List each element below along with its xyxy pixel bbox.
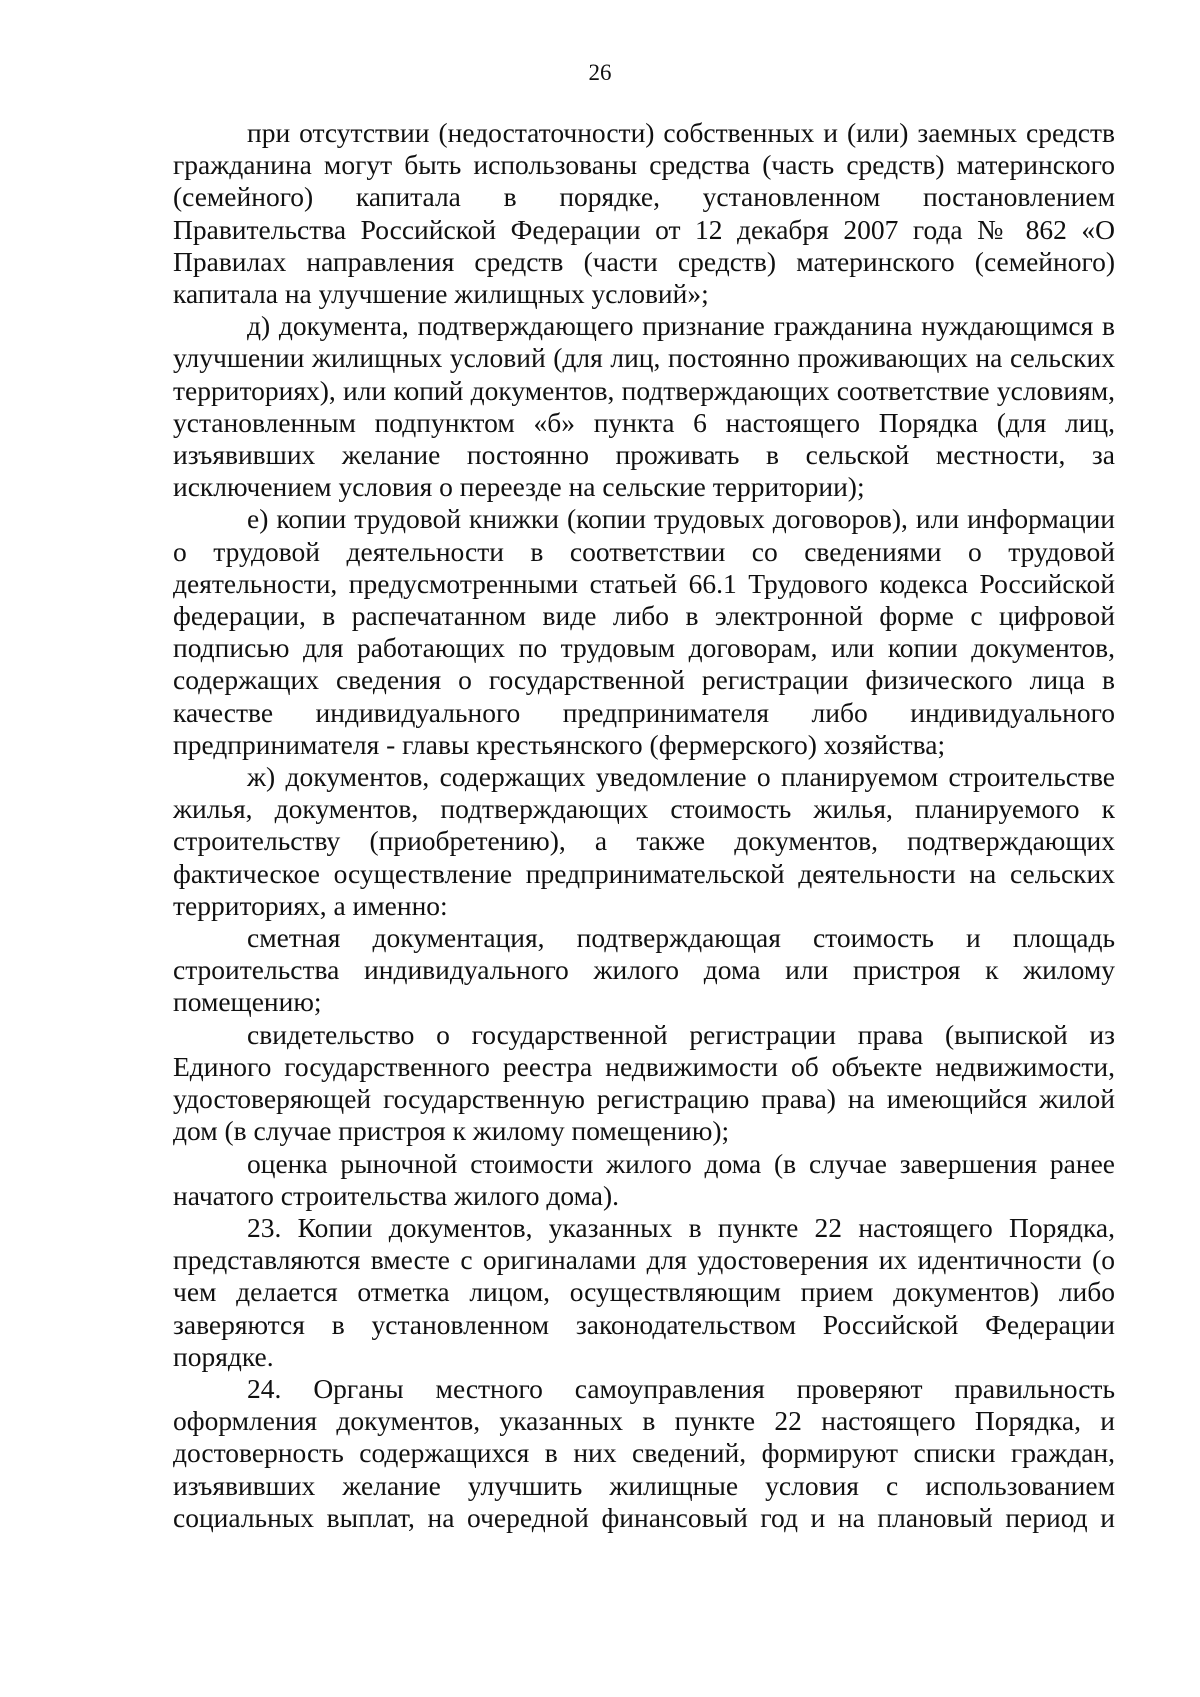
- document-body: [173, 117, 1115, 1534]
- paragraph-d-housing-need: д) документа, подтверждающего признание гражданина нуждающимся в улучшении жилищных условий (для лиц, постоянно проживающих на сельских территориях), или копий документов, подтверждающих соответствие условиям, установленным подпунктом «б» пункта 6 настоящего Порядка (для лиц, изъявивших желание постоянно проживать в сельской местности, за исключением условия о переезде на сельские территории);: [173, 310, 1115, 503]
- paragraph-maternity-capital: при отсутствии (недостаточности) собственных и (или) заемных средств гражданина могут быть использованы средства (часть средств) материнского (семейного) капитала в порядке, установленном постановлением Правительства Российской Федерации от 12 декабря 2007 года № 862 «О Правилах направления средств (части средств) материнского (семейного) капитала на улучшение жилищных условий»;: [173, 117, 1115, 310]
- paragraph-e-employment-record: е) копии трудовой книжки (копии трудовых договоров), или информации о трудовой деятельности в соответствии со сведениями о трудовой деятельности, предусмотренными статьей 66.1 Трудового кодекса Российской федерации, в распечатанном виде либо в электронной форме с цифровой подписью для работающих по трудовым договорам, или копии документов, содержащих сведения о государственной регистрации физического лица в качестве индивидуального предпринимателя либо индивидуального предпринимателя - главы крестьянского (фермерского) хозяйства;: [173, 503, 1115, 760]
- paragraph-24-verification: 24. Органы местного самоуправления проверяют правильность оформления документов, указанных в пункте 22 настоящего Порядка, и достоверность содержащихся в них сведений, формируют списки граждан, изъявивших желание улучшить жилищные условия с использованием социальных выплат, на очередной финансовый год и на плановый период и: [173, 1372, 1115, 1533]
- paragraph-zh-construction-documents: ж) документов, содержащих уведомление о планируемом строительстве жилья, документов, подтверждающих стоимость жилья, планируемого к строительству (приобретению), а также документов, подтверждающих фактическое осуществление предпринимательской деятельности на сельских территориях, а именно:: [173, 761, 1115, 921]
- paragraph-estimate-documentation: сметная документация, подтверждающая стоимость и площадь строительства индивидуального жилого дома или пристроя к жилому помещению;: [173, 922, 1115, 1018]
- page-number: 26: [588, 60, 612, 85]
- paragraph-registration-certificate: свидетельство о государственной регистрации права (выпиской из Единого государственного реестра недвижимости об объекте недвижимости, удостоверяющей государственную регистрацию права) на имеющийся жилой дом (в случае пристроя к жилому помещению);: [173, 1018, 1115, 1147]
- paragraph-market-valuation: оценка рыночной стоимости жилого дома (в случае завершения ранее начатого строительства жилого дома).: [173, 1147, 1115, 1211]
- paragraph-23-copies: 23. Копии документов, указанных в пункте 22 настоящего Порядка, представляются вместе с оригиналами для удостоверения их идентичности (о чем делается отметка лицом, осуществляющим прием документов) либо заверяются в установленном законодательством Российской Федерации порядке.: [173, 1211, 1115, 1372]
